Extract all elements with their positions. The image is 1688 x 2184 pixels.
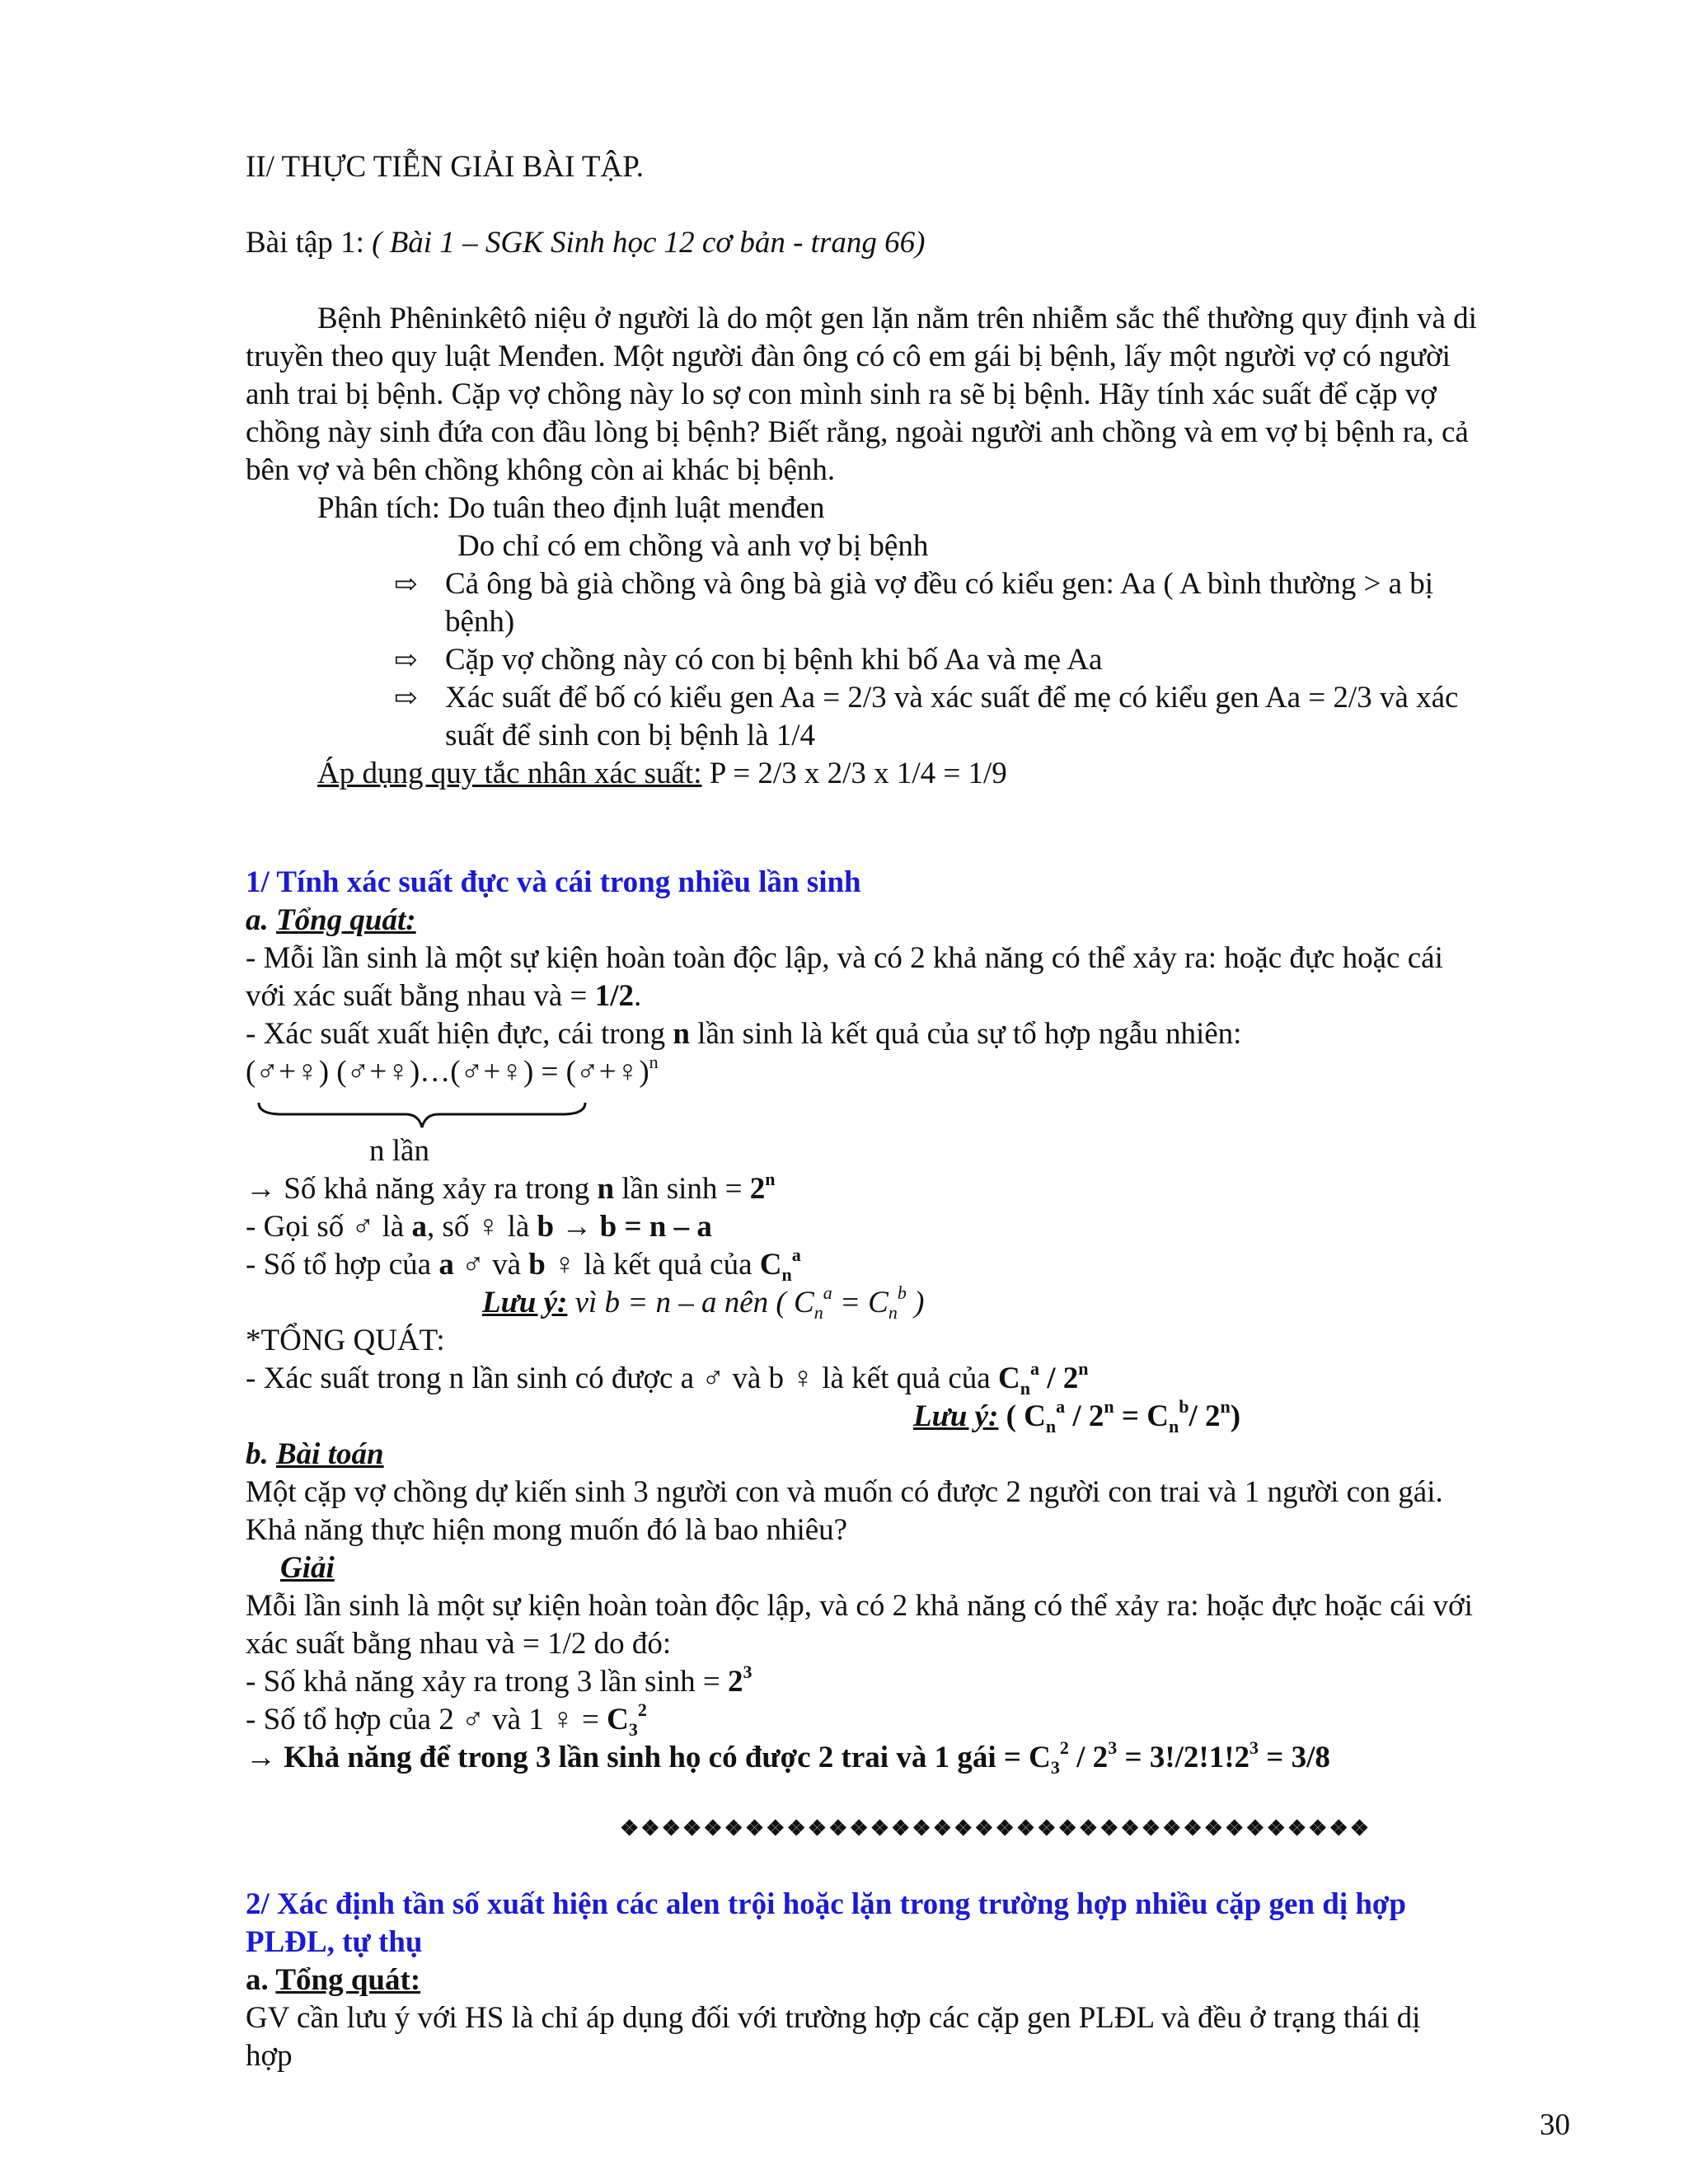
- curly-brace-icon: [257, 1101, 587, 1129]
- bullet-item: ⇨ Cả ông bà già chồng và ông bà già vợ đều có kiểu gen: Aa ( A bình thường > a bị: [394, 565, 1433, 604]
- bullet-item-continuation: bệnh): [445, 605, 515, 639]
- solution-line: Mỗi lần sinh là một sự kiện hoàn toàn độc lập, và có 2 khả năng có thể xảy ra: hoặc đực hoặc cái với: [246, 1589, 1473, 1623]
- exercise-1-paragraph-line: chồng này sinh đứa con đầu lòng bị bệnh? Biết rằng, ngoài người anh chồng và em vợ bị bệnh ra, cả: [246, 415, 1469, 449]
- general-heading: *TỔNG QUÁT:: [246, 1324, 445, 1357]
- exercise-1-paragraph-line: bên vợ và bên chồng không còn ai khác bị bệnh.: [246, 453, 836, 487]
- text-line: với xác suất bằng nhau và = 1/2.: [246, 979, 642, 1013]
- page-number: 30: [1540, 2108, 1570, 2142]
- exercise-1-paragraph-line: anh trai bị bệnh. Cặp vợ chồng này lo sợ con mình sinh ra sẽ bị bệnh. Hãy tính xác suất để cặp vợ: [246, 377, 1437, 411]
- exercise-1-paragraph-line: Bệnh Phêninkêtô niệu ở người là do một gen lặn nằm trên nhiễm sắc thể thường quy định và di: [317, 302, 1477, 335]
- problem-line: Một cặp vợ chồng dự kiến sinh 3 người con và muốn có được 2 người con trai và 1 người con gái.: [246, 1475, 1443, 1509]
- exercise-1-source: ( Bài 1 – SGK Sinh học 12 cơ bản - trang 66): [372, 226, 926, 260]
- bullet-item: ⇨ Xác suất để bố có kiểu gen Aa = 2/3 và xác suất để mẹ có kiểu gen Aa = 2/3 và xác: [394, 679, 1458, 718]
- separator-ornament: ❖❖❖❖❖❖❖❖❖❖❖❖❖❖❖❖❖❖❖❖❖❖❖❖❖❖❖❖❖❖❖❖❖❖❖❖: [620, 1816, 1372, 1840]
- arrow-bullet-icon: ⇨: [394, 645, 418, 676]
- text-line: - Số tổ hợp của a ♂ và b ♀ là kết quả của $C_n^a$: [246, 1244, 801, 1285]
- text-line: GV cần lưu ý với HS là chỉ áp dụng đối với trường hợp các cặp gen PLĐL và đều ở trạng thái dị: [246, 2001, 1421, 2035]
- section-2-title: 2/ Xác định tần số xuất hiện các alen trội hoặc lặn trong trường hợp nhiều cặp gen dị hợp: [246, 1887, 1406, 1921]
- analysis-line-2: Do chỉ có em chồng và anh vợ bị bệnh: [457, 529, 929, 563]
- text-line: - Xác suất trong n lần sinh có được a ♂ và b ♀ là kết quả của $C_n^a / 2^n$: [246, 1358, 1089, 1399]
- analysis-line: Phân tích: Do tuân theo định luật menđen: [317, 491, 825, 525]
- text-line: hợp: [246, 2039, 293, 2073]
- brace-label: n lần: [369, 1134, 429, 1168]
- bullet-item-continuation: suất để sinh con bị bệnh là 1/4: [445, 719, 816, 752]
- section-2-title-continuation: PLĐL, tự thụ: [246, 1925, 423, 1959]
- solution-heading: Giải: [280, 1551, 335, 1585]
- solution-line: - Số tổ hợp của 2 ♂ và 1 ♀ = $C_3^2$: [246, 1699, 647, 1740]
- text-line: - Xác suất xuất hiện đực, cái trong n lần sinh là kết quả của sự tổ hợp ngẫu nhiên:: [246, 1017, 1242, 1051]
- section-1-title: 1/ Tính xác suất đực và cái trong nhiều lần sinh: [246, 865, 861, 899]
- text-line: - Mỗi lần sinh là một sự kiện hoàn toàn độc lập, và có 2 khả năng có thể xảy ra: hoặc đực hoặc cái: [246, 941, 1443, 975]
- solution-line: - Số khả năng xảy ra trong 3 lần $\sinh = 2^3$: [246, 1661, 753, 1699]
- exercise-1-heading: Bài tập 1: ( Bài 1 – SGK Sinh học 12 cơ bản - trang 66): [246, 226, 926, 260]
- combination-formula: (♂+♀) (♂+♀)…(♂+♀) = (♂+♀)$^n$: [246, 1052, 659, 1089]
- apply-rule-line: Áp dụng quy tắc nhân xác suất: P = 2/3 x 2/3 x 1/4 = 1/9: [317, 757, 1007, 790]
- text-line: - Gọi số ♂ là a, số ♀ là b → b = n – a: [246, 1210, 712, 1244]
- problem-line: Khả năng thực hiện mong muốn đó là bao nhiêu?: [246, 1513, 848, 1547]
- arrow-bullet-icon: ⇨: [394, 569, 418, 600]
- solution-result: → Khả năng để trong 3 lần sinh họ có được 2 trai và 1 gái = $C_3^2 / 2^3 = 3!/2!1!2^3 = 3/8$: [246, 1737, 1330, 1778]
- bullet-item: ⇨ Cặp vợ chồng này có con bị bệnh khi bố Aa và mẹ Aa: [394, 641, 1102, 680]
- section-title: II/ THỰC TIỄN GIẢI BÀI TẬP.: [246, 150, 644, 184]
- exercise-1-paragraph-line: truyền theo quy luật Menđen. Một người đàn ông có cô em gái bị bệnh, lấy một người vợ có người: [246, 340, 1451, 373]
- note-1: Lưu ý: vì b = n – a nên ( $C_n^a = C_n^b$ ): [482, 1282, 925, 1323]
- solution-line: xác suất bằng nhau và = 1/2 do đó:: [246, 1627, 672, 1661]
- section-1a-heading: a. Tổng quát:: [246, 903, 416, 937]
- note-2: Lưu ý: ( $C_n^a / 2^n = C_n^b/$ 2$^n$): [913, 1396, 1241, 1436]
- section-2a-heading: a. Tổng quát:: [246, 1963, 421, 1997]
- text-line: → Số khả năng xảy ra trong n lần $\sinh = 2^n$: [246, 1169, 776, 1206]
- section-1b-heading: b. Bài toán: [246, 1437, 384, 1471]
- arrow-bullet-icon: ⇨: [394, 683, 418, 714]
